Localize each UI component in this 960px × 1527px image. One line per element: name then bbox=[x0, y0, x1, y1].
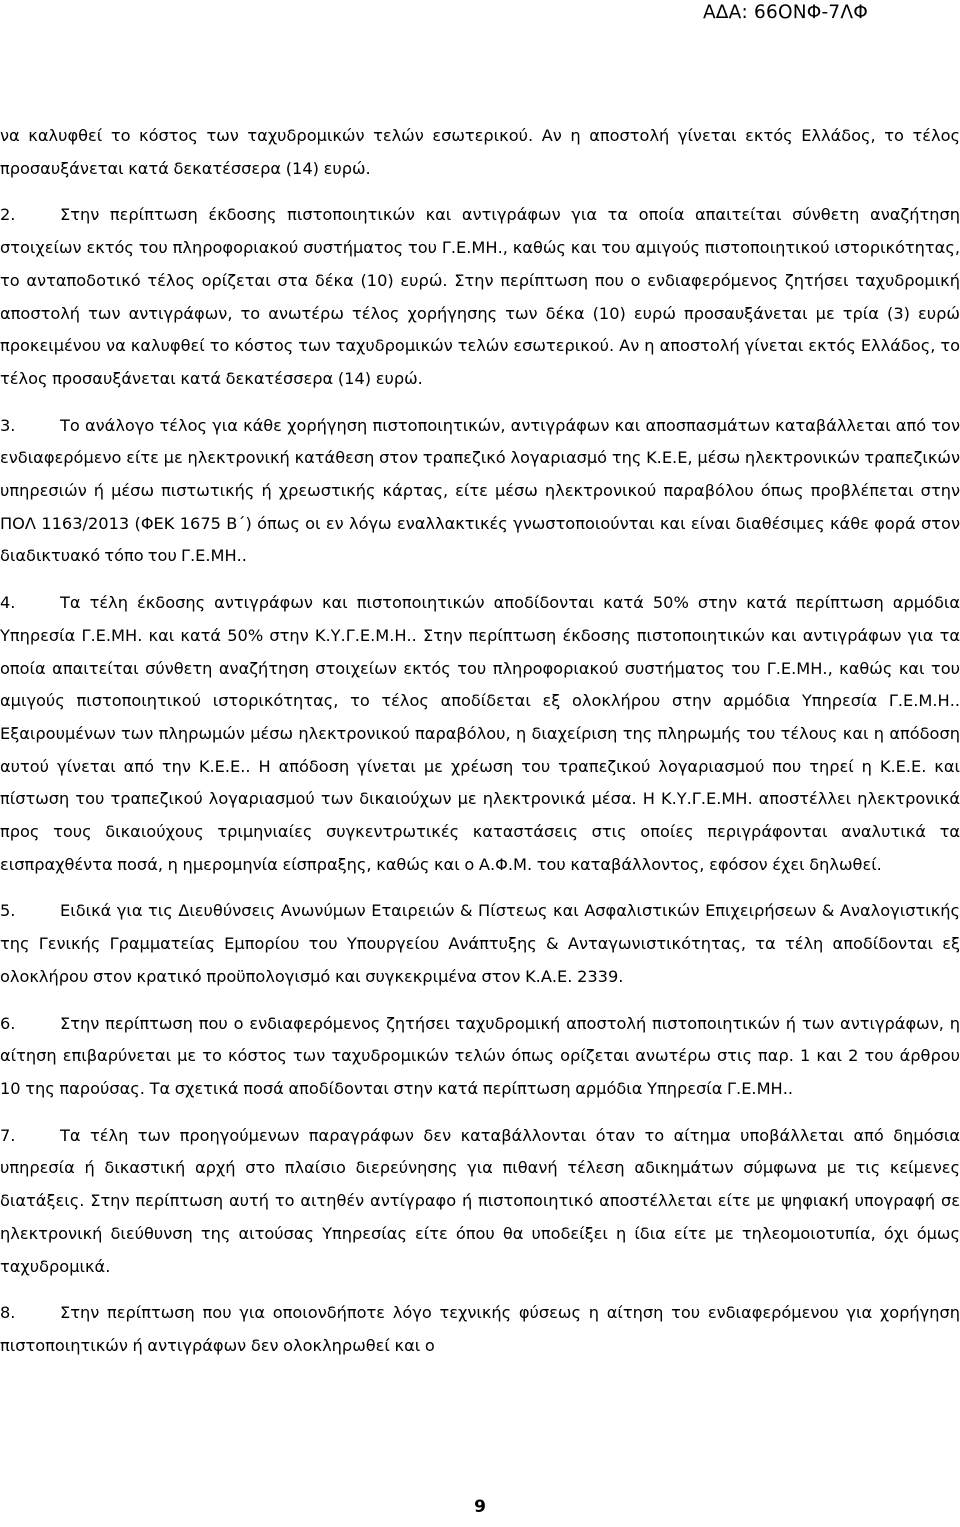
document-body bbox=[0, 120, 960, 1377]
paragraph-text: Στην περίπτωση που για οποιονδήποτε λόγο τεχνικής φύσεως η αίτηση του ενδιαφερόμενου για χορήγηση πιστοποιητικών ή αντιγράφων δεν ολοκληρωθεί και ο bbox=[0, 1303, 960, 1355]
paragraph-number: 8. bbox=[0, 1303, 16, 1323]
paragraph-text: να καλυφθεί το κόστος των ταχυδρομικών τελών εσωτερικού. Αν η αποστολή γίνεται εκτός Ελλάδος, το τέλος προσαυξάνεται κατά δεκατέσσερα (14) ευρώ. bbox=[0, 126, 960, 178]
paragraph-text: Στην περίπτωση που ο ενδιαφερόμενος ζητήσει ταχυδρομική αποστολή πιστοποιητικών ή των αντιγράφων, η αίτηση επιβαρύνεται με το κόστος των ταχυδρομικών τελών όπως ορίζεται ανωτέρω στις παρ. 1 και 2 του άρθρου 10 της παρούσας. Τα σχετικά ποσά αποδίδονται στην κατά περίπτωση αρμόδια Υπηρεσία Γ.Ε.ΜΗ.. bbox=[0, 1013, 960, 1098]
paragraph-number: 6. bbox=[0, 1013, 16, 1033]
page-number: 9 bbox=[474, 1497, 486, 1517]
paragraph-text: Τα τέλη έκδοσης αντιγράφων και πιστοποιητικών αποδίδονται κατά 50% στην κατά περίπτωση αρμόδια Υπηρεσία Γ.Ε.ΜΗ. και κατά 50% στην Κ.Υ.Γ.Ε.Μ.Η.. Στην περίπτωση έκδοσης πιστοποιητικών και αντιγράφων για τα οποία απαιτείται σύνθετη αναζήτηση στοιχείων εκτός του πληροφοριακού συστήματος του Γ.Ε.ΜΗ., καθώς και του αμιγούς πιστοποιητικού ιστορικότητας, το τέλος αποδίδεται εξ ολοκλήρου στην αρμόδια Υπηρεσία Γ.Ε.Μ.Η.. Εξαιρουμένων των πληρωμών μέσω ηλεκτρονικού παραβόλου, η διαχείριση της πληρωμής του τέλους και η απόδοση αυτού γίνεται από την Κ.Ε.Ε.. Η απόδοση γίνεται με χρέωση του τραπεζικού λογαριασμού που τηρεί η Κ.Ε.Ε. και πίστωση του τραπεζικού λογαριασμού των δικαιούχων με ηλεκτρονικά μέσα. Η Κ.Υ.Γ.Ε.ΜΗ. αποστέλλει ηλεκτρονικά προς τους δικαιούχους τριμηνιαίες συγκεντρωτικές καταστάσεις στις οποίες περιγράφονται αναλυτικά τα εισπραχθέντα ποσά, η ημερομηνία είσπραξης, καθώς και ο Α.Φ.Μ. του καταβάλλοντος, εφόσον έχει δηλωθεί. bbox=[0, 593, 960, 874]
paragraph-8 bbox=[0, 1297, 960, 1362]
paragraph-text: Τα τέλη των προηγούμενων παραγράφων δεν καταβάλλονται όταν το αίτημα υποβάλλεται από δημόσια υπηρεσία ή δικαστική αρχή στο πλαίσιο διερεύνησης για πιθανή τέλεση αδικημάτων σύμφωνα με τις κείμενες διατάξεις. Στην περίπτωση αυτή το αιτηθέν αντίγραφο ή πιστοποιητικό αποστέλλεται είτε με ψηφιακή υπογραφή σε ηλεκτρονική διεύθυνση της αιτούσας Υπηρεσίας είτε όπου θα υποδείξει η ίδια είτε με τηλεομοιοτυπία, όχι όμως ταχυδρομικά. bbox=[0, 1125, 960, 1276]
paragraph-3 bbox=[0, 410, 960, 574]
paragraph-number: 2. bbox=[0, 205, 16, 225]
paragraph-number: 5. bbox=[0, 901, 16, 921]
paragraph-2 bbox=[0, 199, 960, 395]
paragraph-continuation bbox=[0, 120, 960, 185]
paragraph-number: 4. bbox=[0, 593, 16, 613]
paragraph-6 bbox=[0, 1008, 960, 1106]
paragraph-7 bbox=[0, 1120, 960, 1284]
paragraph-5 bbox=[0, 895, 960, 993]
paragraph-4 bbox=[0, 587, 960, 881]
paragraph-number: 3. bbox=[0, 415, 16, 435]
ada-code: ΑΔΑ: 66ΟΝΦ-7ΛΦ bbox=[702, 2, 868, 23]
paragraph-number: 7. bbox=[0, 1125, 16, 1145]
paragraph-text: Το ανάλογο τέλος για κάθε χορήγηση πιστοποιητικών, αντιγράφων και αποσπασμάτων καταβάλλεται από τον ενδιαφερόμενο είτε με ηλεκτρονική κατάθεση στον τραπεζικό λογαριασμό της Κ.Ε.Ε, μέσω ηλεκτρονικών τραπεζικών υπηρεσιών ή μέσω πιστωτικής ή χρεωστικής κάρτας, είτε μέσω ηλεκτρονικού παραβόλου όπως προβλέπεται στην ΠΟΛ 1163/2013 (ΦΕΚ 1675 Β΄) όπως οι εν λόγω εναλλακτικές γνωστοποιούνται και είναι διαθέσιμες κάθε φορά στον διαδικτυακό τόπο του Γ.Ε.ΜΗ.. bbox=[0, 415, 960, 566]
paragraph-text: Ειδικά για τις Διευθύνσεις Ανωνύμων Εταιρειών & Πίστεως και Ασφαλιστικών Επιχειρήσεων & Αναλογιστικής της Γενικής Γραμματείας Εμπορίου του Υπουργείου Ανάπτυξης & Ανταγωνιστικότητας, τα τέλη αποδίδονται εξ ολοκλήρου στον κρατικό προϋπολογισμό και συγκεκριμένα στον Κ.Α.Ε. 2339. bbox=[0, 901, 960, 986]
paragraph-text: Στην περίπτωση έκδοσης πιστοποιητικών και αντιγράφων για τα οποία απαιτείται σύνθετη αναζήτηση στοιχείων εκτός του πληροφοριακού συστήματος του Γ.Ε.ΜΗ., καθώς και του αμιγούς πιστοποιητικού ιστορικότητας, το ανταποδοτικό τέλος ορίζεται στα δέκα (10) ευρώ. Στην περίπτωση που ο ενδιαφερόμενος ζητήσει ταχυδρομική αποστολή των αντιγράφων, το ανωτέρω τέλος χορήγησης των δέκα (10) ευρώ προσαυξάνεται με τρία (3) ευρώ προκειμένου να καλυφθεί το κόστος των ταχυδρομικών τελών εσωτερικού. Αν η αποστολή γίνεται εκτός Ελλάδος, το τέλος προσαυξάνεται κατά δεκατέσσερα (14) ευρώ. bbox=[0, 205, 960, 388]
